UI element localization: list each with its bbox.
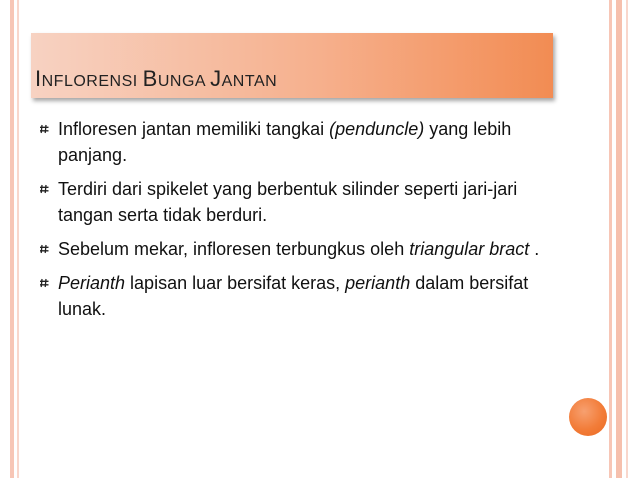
right-decor-stripe-thin [626,0,628,478]
italic-term: (penduncle) [329,119,425,139]
slide-title [35,66,277,92]
left-decor-stripe [10,0,14,478]
title-segment: J [210,66,222,91]
hash-bullet-icon [40,184,49,194]
bullet-item [40,176,560,228]
title-bar [31,33,553,98]
right-decor-stripe-wide [616,0,622,478]
text-run: yang lebih panjang. [58,119,512,165]
bullet-item [40,116,560,168]
bullet-item [40,236,560,262]
bullet-list [40,116,560,330]
text-run: Infloresen jantan memiliki tangkai [58,119,330,139]
italic-term: Perianth [58,273,126,293]
text-run: Terdiri dari spikelet yang berbentuk silinder seperti jari-jari tangan serta tidak berduri. [58,179,518,225]
title-segment: B [142,66,158,91]
title-segment: NFLORENSI [41,73,143,90]
text-run: Sebelum mekar, infloresen terbungkus oleh [58,239,410,259]
bullet-item [40,270,560,322]
title-segment: UNGA [157,73,211,90]
text-run: . [529,239,540,259]
italic-term: triangular bract [409,239,530,259]
title-segment: ANTAN [221,73,278,90]
hash-bullet-icon [40,124,49,134]
title-segment: I [35,66,42,91]
hash-bullet-icon [40,278,49,288]
hash-bullet-icon [40,244,49,254]
left-decor-stripe-thin [17,0,19,478]
italic-term: perianth [345,273,411,293]
orange-circle-decoration [569,398,607,436]
text-run: lapisan luar bersifat keras, [125,273,346,293]
right-decor-stripe [609,0,612,478]
text-run: dalam bersifat lunak. [58,273,529,319]
